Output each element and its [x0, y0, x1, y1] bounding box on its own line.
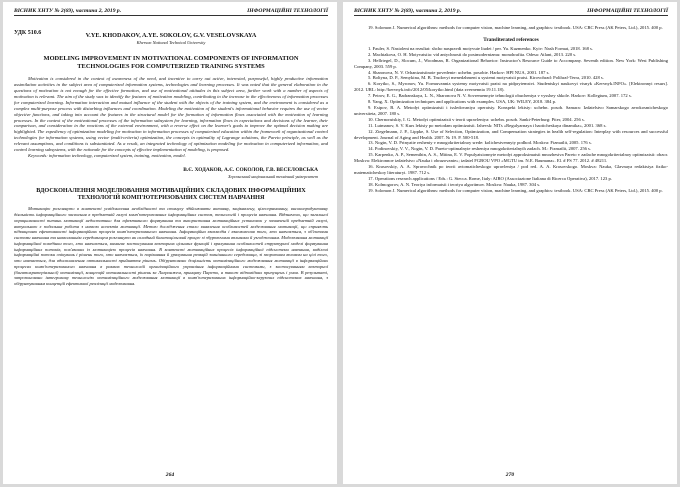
- references-list: [354, 46, 668, 194]
- udc-code: УДК 510.6: [14, 30, 42, 36]
- reference-item: 16. Krasovskiy, A. A. Spravochnik po teorii avtomaticheskogo upravleniya / pod red. A. A. Krasovskogo. Moskva: Nauka, Glavnaya redaktsiya fiziko-matematicheskoy literaturyi. 1987. 712 s.: [354, 164, 668, 175]
- reference-item: 1. Fauler, S. Nastoleni na rezultat: shcho naspravdi motyvuie liudei / per. Yu. Kuzmenko. Kyiv: Nash Format, 2018. 168 s.: [368, 45, 593, 51]
- journal-name: ВІСНИК ХНТУ № 2(69), частина 2, 2019 р.: [14, 8, 122, 14]
- reference-item: 9. Esipov, B. A. Metodyi optimizatsii i issledovaniya operatsiy. Konspekt lektsiy: uchebn. posob. Samara: Izdatelstvo Samarskogo aerokosmicheskogo universiteta, 2007. 180 s.: [354, 104, 668, 116]
- left-page: [3, 2, 337, 484]
- article-title-ua: ВДОСКОНАЛЕННЯ МОДЕЛЮВАННЯ МОТИВАЦІЙНИХ СКЛАДОВИХ ІНФОРМАЦІЙНИХ ТЕХНОЛОГІЙ КОМП'ЮТЕРИЗОВАНИХ СИСТЕМ НАВЧАННЯ: [36, 186, 306, 202]
- reference-item: 10. Chernorutskiy, I. G. Metodyi optimizatsii v teorii upravleniya: uchebn. posob. Sankt-Peterburg: Piter, 2004. 256 s.: [368, 116, 585, 122]
- reference-item: 19. Solomon J. Numerical algorithms: methods for computer vision, machine learning, and graphics: textbook. USA: CRC Press (AK Peters, Ltd.), 2015. 400 p.: [368, 187, 663, 193]
- journal-name: ВІСНИК ХНТУ № 2(69), частина 2, 2019 р.: [354, 8, 462, 14]
- reference-item: 14. Podinovskiy, V. V., Nogin, V. D. Pareto-optimalnyie resheniya mnogokriterialnyih zadach. M.: Fizmatlit, 2007. 256 s.: [368, 146, 591, 152]
- running-head: [14, 8, 328, 16]
- section-name: ІНФОРМАЦІЙНІ ТЕХНОЛОГІЇ: [247, 8, 328, 14]
- reference-item: 6. Korytko, S., Myronov, Yu. Formuvannia systemy motyvatsii pratsi na pidpryiemstvi. Studentskyi naukovyi visnyk «Kervnyk.INFO». [Elektronnyi resurs]. 2012. URL: http://kervnyk.info/2012/05/korytko.html (data zvernennia 19.11.18).: [354, 81, 668, 93]
- reference-item: 11. Lutmanov, S. V. Kurs lektsiy po metodam optimizatsii. Izhevsk: NITs «Regulyarnaya i haoticheskaya dinamika», 2001. 368 s.: [368, 122, 607, 128]
- authors-ua: В.Є. ХОДАКОВ, А.Є. СОКОЛОВ, Г.В. ВЕСЕЛОВСЬКА: [183, 166, 318, 173]
- running-head: [354, 8, 668, 16]
- article-title-en: MODELING IMPROVEMENT IN MOTIVATIONAL COMPONENTS OF INFORMATION TECHNOLOGIES FOR COMPUTERIZED TRAINING SYSTEMS: [43, 55, 299, 70]
- reference-item: 19. Solomon J. Numerical algorithms: methods for computer vision, machine learning, and graphics: textbook. USA: CRC Press (AK Peters, Ltd.), 2015. 400 p.: [368, 25, 663, 30]
- keywords-en: Keywords: information technology, computerized system, training, motivation, model.: [28, 152, 186, 158]
- reference-item: 7. Petrov, E. G., Badranskaya, L. N., Sharonova N. V. Sovremennyie tehnologii obucheniya v vysshey shkole. Harkov: Kollegium, 2007. 172 s.: [368, 93, 632, 99]
- reference-item: 3. Hellriegel, D., Slocum, J., Woodman, R. Organizational Behavior: Instructor's Resource Guide to Accompany. Seventh edition. New York: West Publishing Company, 2003. 559 p.: [354, 57, 668, 69]
- reference-item: 2. Machtakova, O. H. Motyvatsiia: vid antychnosti do postmodernizmu: monohrafiia. Odesa: Atlant, 2013. 220 s.: [368, 51, 577, 57]
- section-name: ІНФОРМАЦІЙНІ ТЕХНОЛОГІЇ: [587, 8, 668, 14]
- page-number: 270: [505, 472, 515, 478]
- reference-item: 15. Karpenko, A. P., Semenihin, A. S., Mitina, E. V. Populyatsionnyie metodyi approksimatsii mnozhestva Pareto v zadache mnogokriterialnoy optimizatsii: obzor. Moskva: Elektronnoe izdatelstvo «Nauka i obrazovanie»; izdatel FGBOU VPO «MGTU im. N.E. Baumana». El. # FS 77. 2012. # 48211.: [354, 152, 668, 164]
- reference-item: 18. Kolmogorov, A. N. Teoriya informatsii i teoriya algoritmov. Moskva: Nauka, 1987. 304 s.: [368, 181, 541, 187]
- abstract-en: Motivation is considered in the context of awareness of the need, and incentive to carry out active, interested, purposeful, highly productive information assimilation activities in the subject area of computerized information systems, technologies and learning processes. It was noted that the general elaboration in the questions of motivation is not enough for the effective formation, and use of motivational attitudes in this subject area, further work with a number of aspects of motivation is relevant. The aim of the study was to identify the features of motivation modeling, contributing to the increase in the effectiveness of information processes for computerized learning. Information interaction and mutual influence of the student with the objects of the training system, and the environment is considered as a complex multi-purpose process with disturbing influences and coordination. Modeling the motivation of the student's informational behavior requires the use of vector objective functions, and taking into account the features in the structural model for the formation of information flows associated with the motivation of learning processes. In the context of the motivational processes of the information subsystem for learning, information flows in expectations and decisions of the learner, their comparison, and consideration in the reactions of the external environment, with a reverse effect on the learner's goals to improve the optimal decision making are highlighted. The expediency of optimization modeling for motivation in information processes of computerized education within the framework of organizational control technologies for information systems, using vector (multi-criteria) optimization, the concepts in optimality of Lagrange solutions, the Pareto principle, as well as the relevant assumptions, and conditions is substantiated. As a result, an integrated technology of optimization modeling for motivation in computerized information, and control learning subsystems, with the rationale for the concepts of effective implementation of modeling, is proposed.: [14, 76, 328, 153]
- reference-item: 4. Sharonova, N. V. Orhanizatsiinoie povedenie: uchebn. posobie. Harkov: HPI NUA, 2001. 187 s.: [368, 69, 550, 75]
- page-number: 264: [165, 472, 175, 478]
- affiliation-en: Kherson National Technical University: [136, 40, 206, 45]
- reference-item: 13. Nogin, V. D. Prinyatie resheniy v mnogokriterialnoy srede: kolichestvennyiy podhod. Moskva: Fizmatlit, 2005. 176 s.: [368, 140, 592, 146]
- abstract-ua: Мотивацію розглянуто в контексті усвідомлення необхідності та стимулу здійснювати активну, зацікавлену, цілеспрямовану, високопродуктивну діяльність інформаційного засвоєння в предметній галузі комп'ютеризованих інформаційних систем, технологій і процесів навчання. Відзначено, що загальної опрацьованості питань мотивації недостатньо для ефективного формування та використання мотиваційних установок у зазначеній предметній галузі, актуальною є подальша робота з низкою аспектів мотивації. Метою дослідження стало виявлення особливостей моделювання мотивації, що сприяють підвищенню ефективності інформаційних процесів комп'ютеризованого навчання. Інформаційна взаємодія і взаємовплив того, хто навчається, з об'єктами системи навчання та навколишнім середовищем розглянуто як складний багатоцільовий процес зі збурюючими впливами й узгодженням. Моделювання мотивації інформаційної поведінки того, хто навчається, вимагає застосування векторних цільових функцій і врахування особливостей структурної моделі формування інформаційних потоків, пов'язаних із мотивацією процесів навчання. В контексті мотиваційних процесів інформаційної підсистеми навчання, виділені інформаційні потоки очікувань і рішень того, хто навчається, їх порівняння й урахування реакцій зовнішнього середовища, зі зворотним впливом на цілі того, хто навчається, для вдосконалення оптимальності прийняття рішень. Обґрунтовано доцільність оптимізаційного моделювання мотивації в інформаційних процесах комп'ютеризованого навчання в рамках технологій організаційного управління інформаційними системами, з застосуванням векторної (багатокритеріальної) оптимізації, концепцій оптимальності рішень за Лагранжем, принципу Парето, а також відповідних припущень і умов. В результаті, запропоновано інтегровану технологію оптимізаційного моделювання мотивації в комп'ютеризованих інформаційно-керуючих підсистемах навчання, з обґрунтуванням концепцій ефективної реалізації моделювання.: [14, 206, 328, 287]
- affiliation-ua: Херсонський національний технічний університет: [227, 173, 318, 179]
- transliterated-references-heading: Transliterated references: [483, 36, 539, 43]
- authors-en: V.YE. KHODAKOV, A.YE. SOKOLOV, G.V. VESELOVSKAYA: [85, 32, 257, 39]
- reference-item: 12. Ziegelmann, J. P., Lippke, S. Use of Selection, Optimization, and Compensation strategies in health self-regulation: Interplay with resources and successful development. Journal of Aging and Health. 2007. № 19. P. 500-518.: [354, 128, 668, 140]
- reference-item: 8. Yang, X. Optimization techniques and applications with examples. USA, UK: WILEY, 2018. 384 p.: [368, 99, 557, 105]
- reference-item: 17. Operations research applications / Eds.: G. Stecca. Rome, Italy: AIRO (Associazione Italiana di Ricerca Operativa), 2017. 123 p.: [368, 175, 612, 181]
- right-page: [343, 2, 677, 484]
- reference-item: 5. Boltyna, D. P., Semykina, M. B. Trudovyi menedzhment u systemi motyvatsii pratsi. Kirovohrad: Polihraf-Terra, 2010. 428 s.: [368, 75, 604, 81]
